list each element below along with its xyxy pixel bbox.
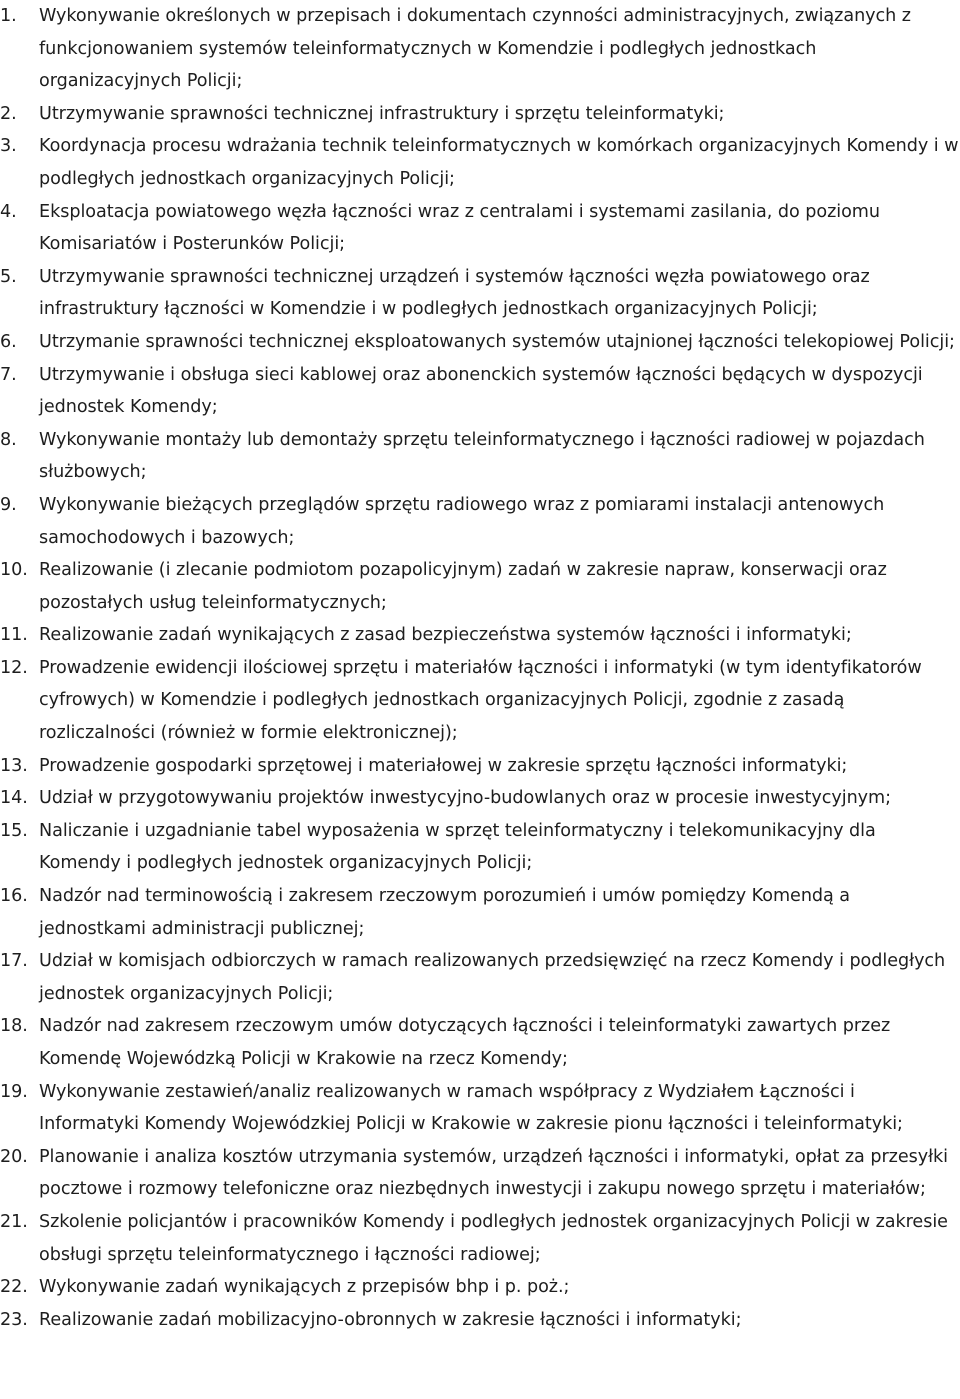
list-item bbox=[0, 782, 960, 815]
list-item bbox=[0, 98, 960, 131]
list-item bbox=[0, 1010, 960, 1075]
item-text: Realizowanie zadań wynikających z zasad bezpieczeństwa systemów łączności i informatyki; bbox=[39, 625, 852, 646]
item-number: 1. bbox=[0, 6, 17, 26]
item-number: 7. bbox=[0, 364, 17, 385]
item-number: 23. bbox=[0, 1309, 28, 1330]
item-number: 2. bbox=[0, 103, 17, 124]
item-text: Planowanie i analiza kosztów utrzymania systemów, urządzeń łączności i informatyki, opłat za przesyłki pocztowe i rozmowy telefoniczne oraz niezbędnych inwestycji i zakupu nowego sprzętu i materiałów; bbox=[39, 1146, 948, 1200]
item-number: 6. bbox=[0, 331, 17, 352]
item-text: Wykonywanie zestawień/analiz realizowanych w ramach współpracy z Wydziałem Łączności i Informatyki Komendy Wojewódzkiej Policji w Krakowie w zakresie pionu łączności i teleinformatyki; bbox=[39, 1081, 903, 1135]
list-item bbox=[0, 1304, 960, 1337]
list-item bbox=[0, 554, 960, 619]
item-text: Wykonywanie montaży lub demontaży sprzętu teleinformatycznego i łączności radiowej w pojazdach służbowych; bbox=[39, 429, 925, 483]
list-item bbox=[0, 196, 960, 261]
list-item bbox=[0, 1271, 960, 1304]
list-item bbox=[0, 652, 960, 750]
item-number: 22. bbox=[0, 1277, 28, 1298]
item-number: 11. bbox=[0, 625, 28, 646]
item-number: 9. bbox=[0, 494, 17, 515]
list-item bbox=[0, 261, 960, 326]
list-item bbox=[0, 1076, 960, 1141]
item-text: Udział w komisjach odbiorczych w ramach realizowanych przedsięwzięć na rzecz Komendy i podległych jednostek organizacyjnych Policji; bbox=[39, 951, 946, 1004]
item-number: 16. bbox=[0, 886, 28, 907]
item-text: Nadzór nad zakresem rzeczowym umów dotyczących łączności i teleinformatyki zawartych przez Komendę Wojewódzką Policji w Krakowie na rzecz Komendy; bbox=[39, 1016, 891, 1069]
item-number: 13. bbox=[0, 755, 28, 776]
item-number: 3. bbox=[0, 136, 17, 157]
item-text: Udział w przygotowywaniu projektów inwestycyjno-budowlanych oraz w procesie inwestycyjnym; bbox=[39, 788, 891, 809]
list-item bbox=[0, 424, 960, 489]
item-text: Utrzymanie sprawności technicznej eksploatowanych systemów utajnionej łączności telekopiowej Policji; bbox=[39, 331, 955, 352]
list-item bbox=[0, 945, 960, 1010]
list-item bbox=[0, 880, 960, 945]
item-number: 17. bbox=[0, 951, 28, 972]
list-item bbox=[0, 359, 960, 424]
item-number: 19. bbox=[0, 1081, 28, 1102]
item-text: Wykonywanie określonych w przepisach i dokumentach czynności administracyjnych, związanych z funkcjonowaniem systemów teleinformatycznych w Komendzie i podległych jednostkach organizacyjnych Policji; bbox=[39, 6, 911, 92]
item-number: 15. bbox=[0, 820, 28, 841]
item-text: Realizowanie (i zlecanie podmiotom pozapolicyjnym) zadań w zakresie napraw, konserwacji oraz pozostałych usług teleinformatycznych; bbox=[39, 560, 887, 613]
item-text: Eksploatacja powiatowego węzła łączności wraz z centralami i systemami zasilania, do poziomu Komisariatów i Posterunków Policji; bbox=[39, 201, 881, 255]
item-number: 12. bbox=[0, 657, 28, 678]
list-item bbox=[0, 750, 960, 783]
item-number: 20. bbox=[0, 1146, 28, 1167]
list-item bbox=[0, 489, 960, 554]
item-number: 21. bbox=[0, 1211, 28, 1232]
item-text: Szkolenie policjantów i pracowników Komendy i podległych jednostek organizacyjnych Policji w zakresie obsługi sprzętu teleinformatycznego i łączności radiowej; bbox=[39, 1211, 948, 1265]
item-text: Utrzymywanie sprawności technicznej infrastruktury i sprzętu teleinformatyki; bbox=[39, 103, 725, 124]
list-item bbox=[0, 0, 960, 98]
item-text: Utrzymywanie i obsługa sieci kablowej oraz abonenckich systemów łączności będących w dyspozycji jednostek Komendy; bbox=[39, 364, 923, 418]
item-number: 10. bbox=[0, 560, 28, 581]
list-item bbox=[0, 130, 960, 195]
list-item bbox=[0, 326, 960, 359]
item-text: Nadzór nad terminowością i zakresem rzeczowym porozumień i umów pomiędzy Komendą a jednostkami administracji publicznej; bbox=[39, 886, 851, 939]
list-item bbox=[0, 1206, 960, 1271]
item-text: Wykonywanie bieżących przeglądów sprzętu radiowego wraz z pomiarami instalacji antenowych samochodowych i bazowych; bbox=[39, 494, 885, 548]
item-number: 8. bbox=[0, 429, 17, 450]
list-item bbox=[0, 815, 960, 880]
list-item bbox=[0, 1141, 960, 1206]
item-text: Realizowanie zadań mobilizacyjno-obronnych w zakresie łączności i informatyki; bbox=[39, 1309, 742, 1330]
item-number: 4. bbox=[0, 201, 17, 222]
item-number: 18. bbox=[0, 1016, 28, 1037]
item-text: Naliczanie i uzgadnianie tabel wyposażenia w sprzęt teleinformatyczny i telekomunikacyjny dla Komendy i podległych jednostek organizacyjnych Policji; bbox=[39, 820, 876, 874]
item-text: Koordynacja procesu wdrażania technik teleinformatycznych w komórkach organizacyjnych Komendy i w podległych jednostkach organizacyjnych Policji; bbox=[39, 136, 959, 189]
item-number: 5. bbox=[0, 266, 17, 287]
item-text: Prowadzenie ewidencji ilościowej sprzętu i materiałów łączności i informatyki (w tym identyfikatorów cyfrowych) w Komendzie i podległych jednostkach organizacyjnych Policji, zgodnie z zasadą rozliczalności (również w formie elektronicznej); bbox=[39, 657, 922, 744]
list-item bbox=[0, 619, 960, 652]
item-text: Wykonywanie zadań wynikających z przepisów bhp i p. poż.; bbox=[39, 1277, 570, 1298]
item-text: Utrzymywanie sprawności technicznej urządzeń i systemów łączności węzła powiatowego oraz infrastruktury łączności w Komendzie i w podległych jednostkach organizacyjnych Policji; bbox=[39, 266, 870, 320]
item-text: Prowadzenie gospodarki sprzętowej i materiałowej w zakresie sprzętu łączności informatyki; bbox=[39, 755, 848, 776]
item-number: 14. bbox=[0, 788, 28, 809]
